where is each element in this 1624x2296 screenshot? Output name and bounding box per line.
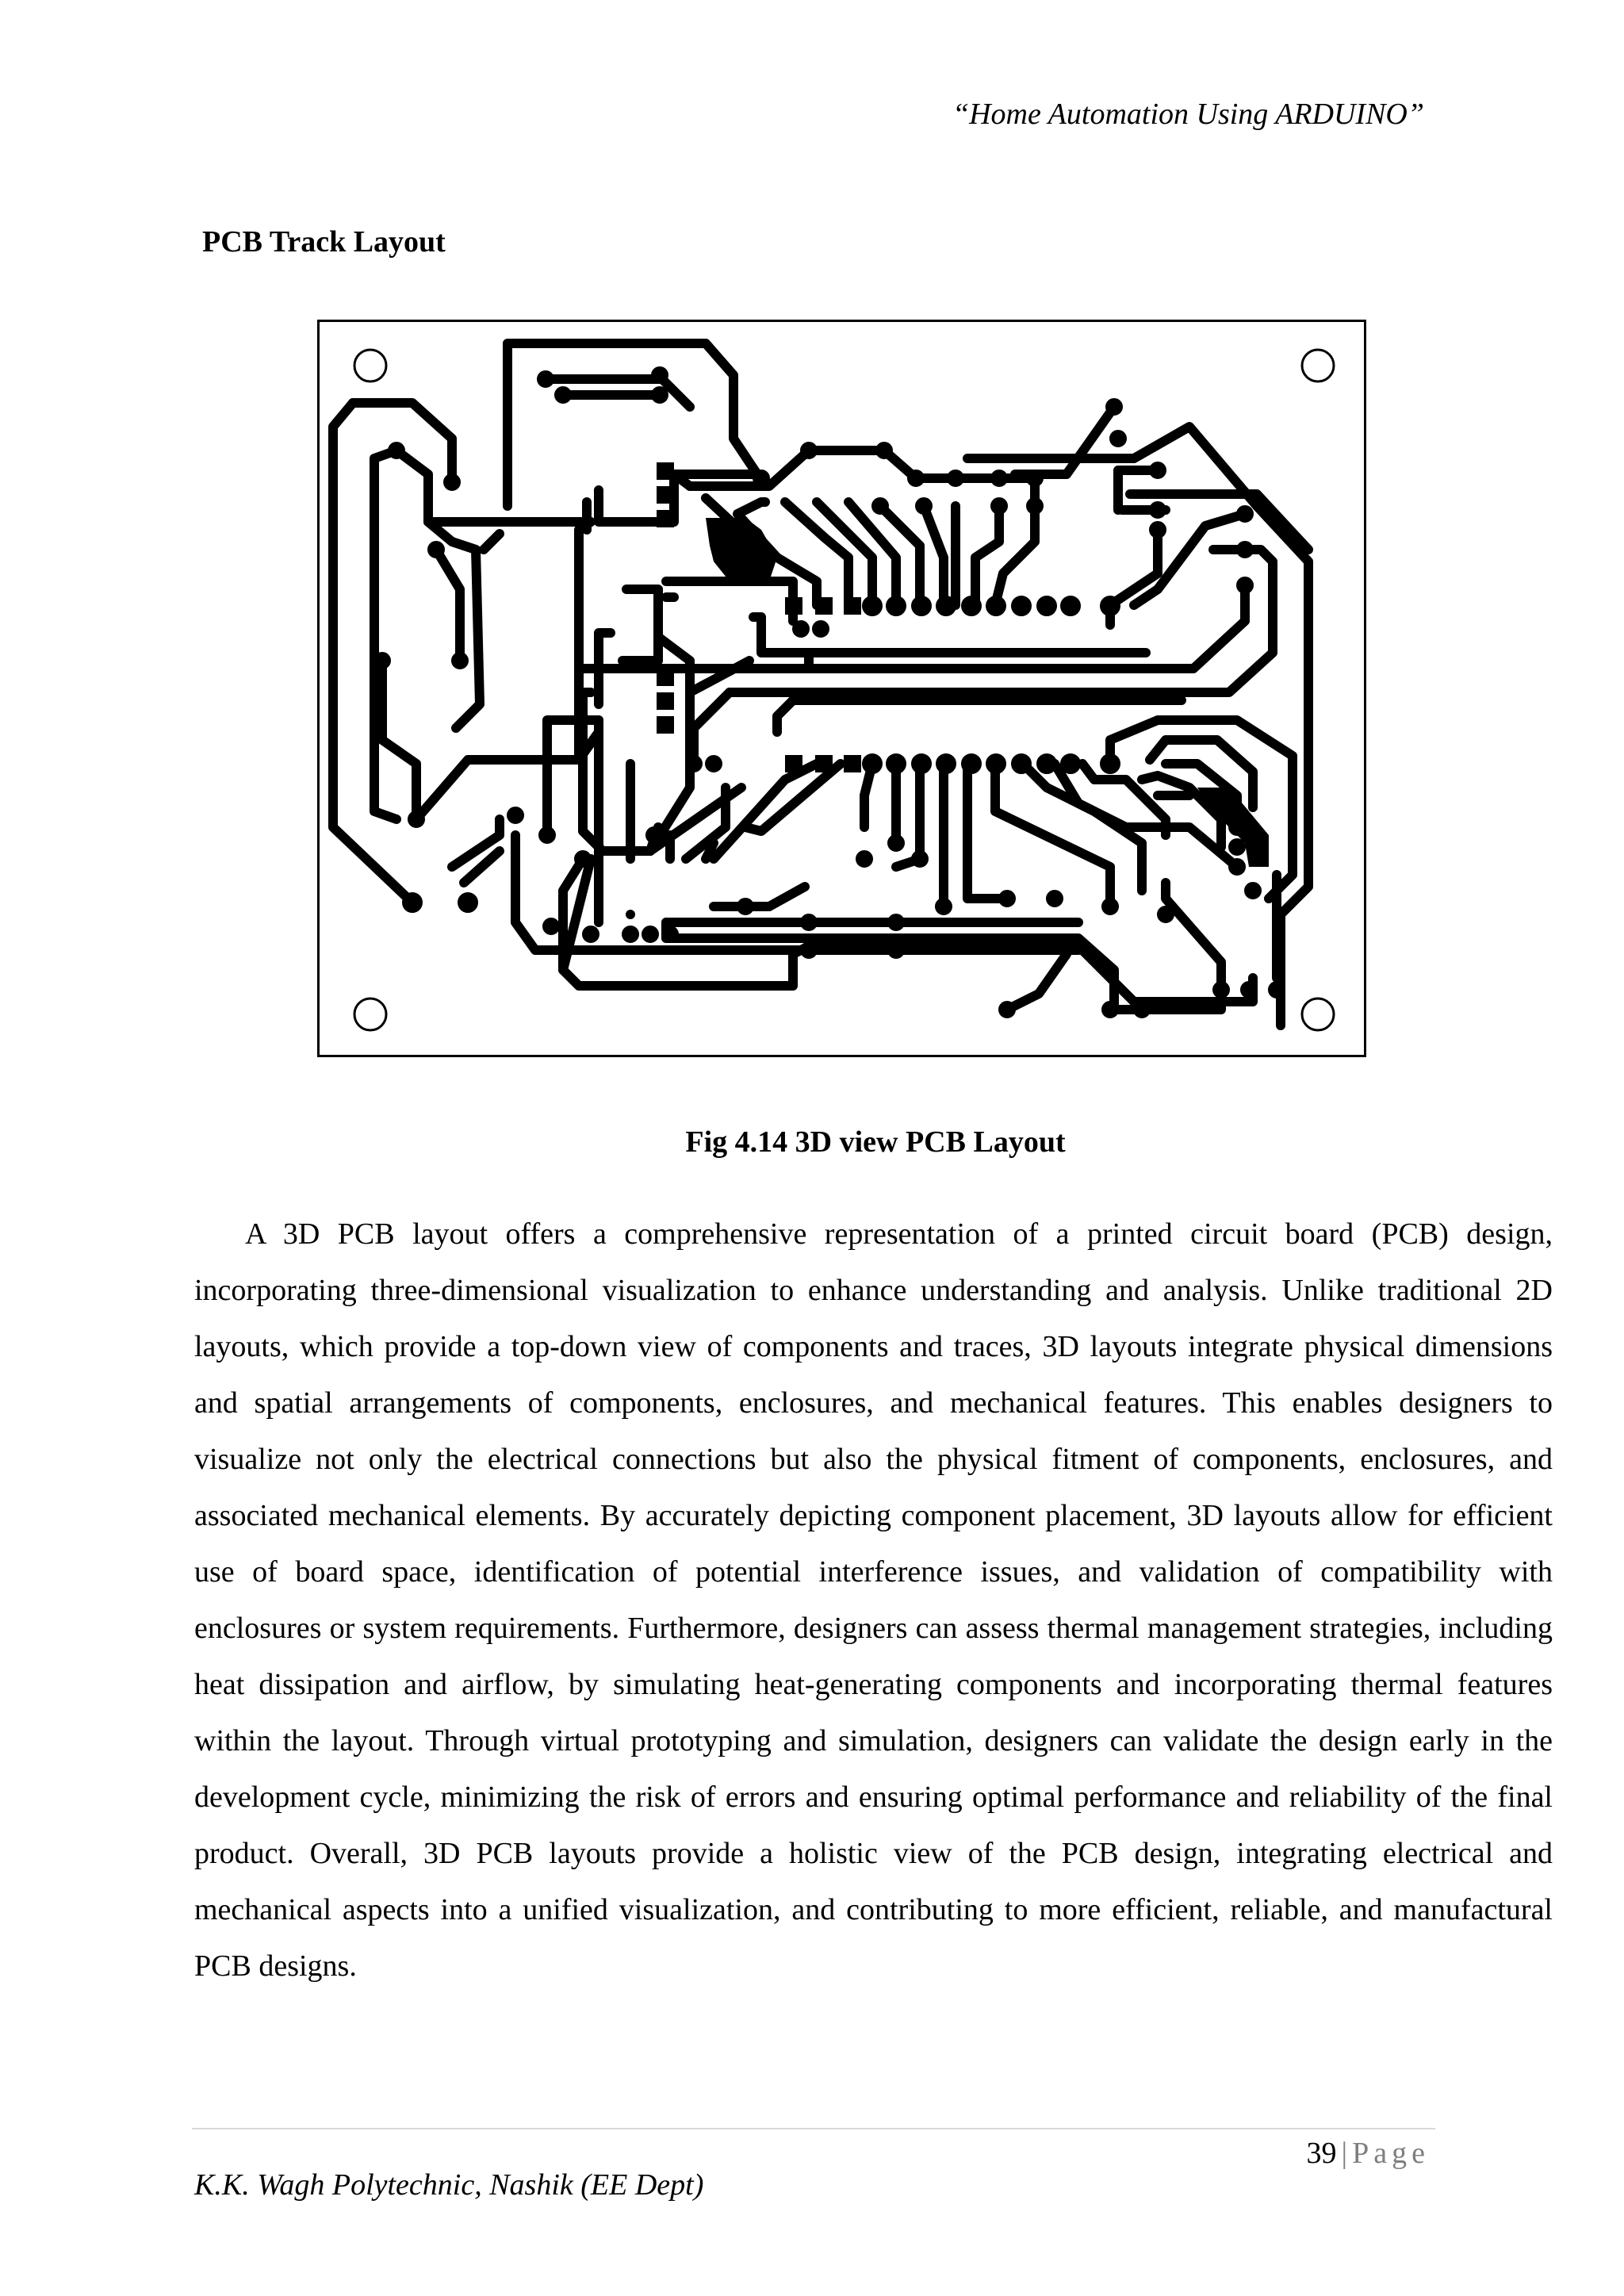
- pad-square: [844, 755, 861, 772]
- pad-square: [657, 486, 674, 504]
- pad: [1000, 891, 1014, 906]
- pad: [1230, 820, 1244, 834]
- section-heading: PCB Track Layout: [202, 225, 446, 259]
- pad: [1159, 907, 1173, 922]
- pad-square: [657, 510, 674, 527]
- pad: [909, 471, 923, 485]
- pad: [409, 812, 423, 826]
- page-number: [1307, 2136, 1430, 2171]
- pad: [937, 597, 955, 615]
- pad: [1000, 1002, 1014, 1017]
- pad: [987, 755, 1005, 772]
- pad: [802, 943, 816, 957]
- pad: [889, 915, 903, 930]
- pad: [889, 943, 903, 957]
- pad: [794, 622, 808, 636]
- pad: [857, 852, 871, 866]
- pad: [963, 597, 980, 615]
- pad: [1270, 983, 1284, 997]
- pad: [687, 757, 701, 771]
- pad: [1246, 884, 1260, 898]
- pad: [584, 927, 598, 941]
- pad: [1038, 755, 1055, 772]
- pad: [1028, 499, 1042, 513]
- pad: [1214, 983, 1228, 997]
- pad-square: [815, 755, 833, 772]
- pad-square: [657, 669, 674, 686]
- figure-caption: Fig 4.14 3D view PCB Layout: [685, 1125, 1066, 1159]
- pad: [623, 927, 638, 941]
- pad: [1101, 755, 1119, 772]
- footer-divider: [192, 2128, 1435, 2129]
- pad: [1242, 983, 1256, 997]
- pad: [1028, 471, 1042, 485]
- pad: [1238, 507, 1252, 521]
- pad: [917, 499, 931, 513]
- pad: [873, 499, 887, 513]
- pad: [738, 899, 753, 914]
- pad: [1101, 597, 1119, 615]
- pad-square: [785, 597, 802, 615]
- pad: [877, 443, 891, 458]
- pad: [936, 899, 951, 914]
- body-paragraph: A 3D PCB layout offers a comprehensive representation of a printed circuit board (PCB) design, incorporating three-dimensional visualization to enhance understanding and analysis. Unlike traditional 2D layouts, which provide a top-down view of components and traces, 3D layouts integrate physical dimensions and spatial arrangements of components, enclosures, and mechanical features. This enables designers to visualize not only the electrical connections but also the physical fitment of components, enclosures, and associated mechanical elements. By accurately depicting component placement, 3D layouts allow for efficient use of board space, identification of potential interference issues, and validation of compatibility with enclosures or system requirements. Furthermore, designers can assess thermal management strategies, including heat dissipation and airflow, by simulating heat-generating components and incorporating thermal features within the layout. Through virtual prototyping and simulation, designers can validate the design early in the development cycle, minimizing the risk of errors and ensuring optimal performance and reliability of the final product. Overall, 3D PCB layouts provide a holistic view of the PCB design, integrating electrical and mechanical aspects into a unified visualization, and contributing to more efficient, reliable, and manufactural PCB designs.: [194, 1217, 1553, 1983]
- pad: [653, 368, 667, 382]
- pad: [1062, 755, 1079, 772]
- pad: [389, 443, 404, 458]
- pad: [429, 542, 443, 557]
- pad: [1107, 400, 1121, 414]
- pad: [963, 755, 980, 772]
- pad-square: [844, 597, 861, 615]
- page-number-value: 39: [1306, 2137, 1337, 2170]
- pad: [653, 388, 667, 402]
- pad: [1151, 503, 1165, 517]
- pad: [889, 836, 903, 850]
- pcb-track-layout: [317, 320, 1366, 1057]
- pad: [987, 597, 1005, 615]
- pad: [643, 927, 657, 941]
- pad: [1013, 755, 1030, 772]
- pad-square: [657, 462, 674, 480]
- pad: [754, 471, 768, 485]
- footer-institution: K.K. Wagh Polytechnic, Nashik (EE Dept): [194, 2168, 704, 2202]
- pad: [913, 755, 930, 772]
- pad: [992, 471, 1006, 485]
- pad: [1048, 891, 1062, 906]
- pad: [647, 828, 661, 842]
- page-word: Page: [1352, 2137, 1430, 2170]
- pad: [544, 919, 558, 933]
- pad: [887, 755, 905, 772]
- pad: [1238, 542, 1252, 557]
- pad: [913, 597, 930, 615]
- pad: [1135, 1002, 1149, 1017]
- pad: [1103, 1002, 1117, 1017]
- pad: [887, 597, 905, 615]
- pad: [1013, 597, 1030, 615]
- pad: [1103, 899, 1117, 914]
- pad: [663, 927, 677, 941]
- pad: [375, 654, 389, 668]
- pad: [1062, 597, 1079, 615]
- pad: [913, 852, 927, 866]
- pad: [1151, 463, 1165, 477]
- pad: [1230, 840, 1244, 854]
- pad: [1230, 860, 1244, 874]
- pad: [864, 597, 881, 615]
- pad: [1151, 523, 1165, 537]
- pad: [540, 828, 554, 842]
- pad: [864, 755, 881, 772]
- pad: [445, 475, 459, 489]
- pad: [1238, 578, 1252, 592]
- pad-square: [657, 716, 674, 734]
- pad: [948, 471, 963, 485]
- pad: [459, 894, 477, 911]
- pad: [576, 852, 590, 866]
- running-header: “Home Automation Using ARDUINO”: [952, 98, 1424, 131]
- pad: [508, 808, 523, 822]
- pad-square: [815, 597, 833, 615]
- pad: [992, 499, 1006, 513]
- pad: [802, 915, 816, 930]
- pad: [802, 443, 816, 458]
- pad: [453, 654, 467, 668]
- pad: [1111, 431, 1125, 446]
- pad: [404, 894, 421, 911]
- pad: [1038, 597, 1055, 615]
- pad: [707, 757, 721, 771]
- page-number-separator: |: [1341, 2137, 1348, 2170]
- pad: [538, 372, 553, 386]
- pad-square: [785, 755, 802, 772]
- pad-square: [657, 692, 674, 710]
- pad: [814, 622, 828, 636]
- pad: [556, 388, 570, 402]
- pad: [937, 755, 955, 772]
